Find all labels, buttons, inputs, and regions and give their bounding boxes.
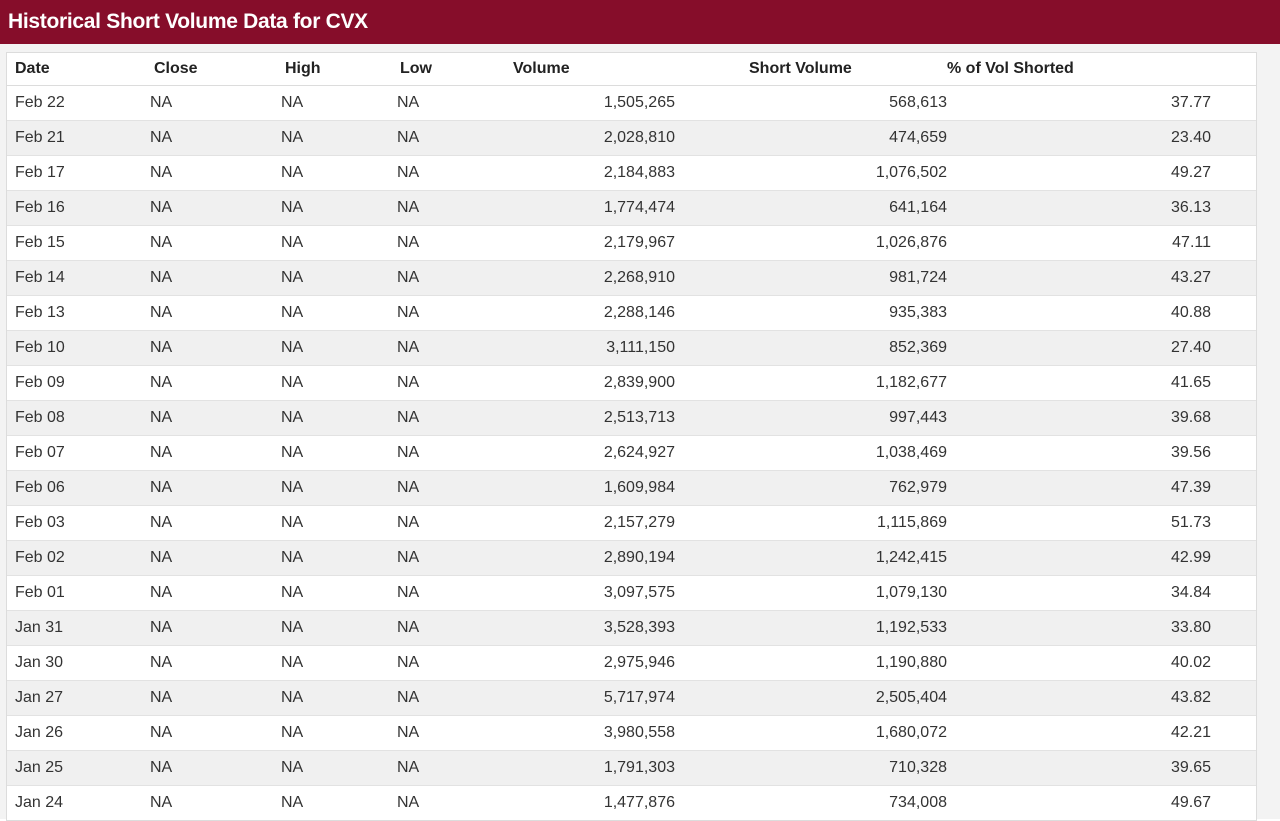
cell-close: NA — [142, 611, 275, 646]
cell-pct-shorted: 49.27 — [947, 156, 1211, 191]
cell-volume: 3,097,575 — [503, 576, 675, 611]
cell-volume: 1,609,984 — [503, 471, 675, 506]
row-spacer — [1211, 226, 1256, 261]
cell-date: Feb 07 — [7, 436, 142, 471]
cell-date: Jan 25 — [7, 751, 142, 786]
table-row — [7, 611, 1256, 646]
header-short-volume[interactable]: Short Volume — [675, 53, 947, 86]
cell-volume: 2,890,194 — [503, 541, 675, 576]
cell-date: Feb 09 — [7, 366, 142, 401]
cell-short-volume: 1,192,533 — [675, 611, 947, 646]
row-spacer — [1211, 156, 1256, 191]
cell-volume: 3,980,558 — [503, 716, 675, 751]
cell-high: NA — [275, 611, 394, 646]
table-row — [7, 646, 1256, 681]
cell-short-volume: 1,038,469 — [675, 436, 947, 471]
short-volume-table — [7, 53, 1256, 820]
table-row — [7, 156, 1256, 191]
row-spacer — [1211, 296, 1256, 331]
cell-short-volume: 1,115,869 — [675, 506, 947, 541]
cell-pct-shorted: 47.11 — [947, 226, 1211, 261]
row-spacer — [1211, 121, 1256, 156]
cell-short-volume: 935,383 — [675, 296, 947, 331]
table-row — [7, 366, 1256, 401]
row-spacer — [1211, 86, 1256, 121]
cell-high: NA — [275, 331, 394, 366]
cell-date: Jan 26 — [7, 716, 142, 751]
header-pct-shorted[interactable]: % of Vol Shorted — [947, 53, 1211, 86]
row-spacer — [1211, 261, 1256, 296]
cell-date: Feb 01 — [7, 576, 142, 611]
cell-pct-shorted: 49.67 — [947, 786, 1211, 821]
cell-close: NA — [142, 541, 275, 576]
cell-volume: 1,774,474 — [503, 191, 675, 226]
table-row — [7, 296, 1256, 331]
cell-pct-shorted: 39.56 — [947, 436, 1211, 471]
cell-low: NA — [394, 646, 503, 681]
cell-volume: 1,505,265 — [503, 86, 675, 121]
cell-pct-shorted: 34.84 — [947, 576, 1211, 611]
cell-short-volume: 762,979 — [675, 471, 947, 506]
cell-volume: 2,975,946 — [503, 646, 675, 681]
cell-pct-shorted: 51.73 — [947, 506, 1211, 541]
cell-close: NA — [142, 296, 275, 331]
cell-pct-shorted: 43.82 — [947, 681, 1211, 716]
cell-high: NA — [275, 261, 394, 296]
cell-close: NA — [142, 366, 275, 401]
cell-pct-shorted: 41.65 — [947, 366, 1211, 401]
row-spacer — [1211, 436, 1256, 471]
cell-high: NA — [275, 576, 394, 611]
cell-pct-shorted: 47.39 — [947, 471, 1211, 506]
cell-pct-shorted: 36.13 — [947, 191, 1211, 226]
cell-pct-shorted: 43.27 — [947, 261, 1211, 296]
cell-date: Jan 30 — [7, 646, 142, 681]
table-row — [7, 786, 1256, 821]
cell-pct-shorted: 42.21 — [947, 716, 1211, 751]
cell-close: NA — [142, 716, 275, 751]
cell-close: NA — [142, 436, 275, 471]
cell-low: NA — [394, 331, 503, 366]
cell-date: Feb 08 — [7, 401, 142, 436]
row-spacer — [1211, 576, 1256, 611]
cell-volume: 2,268,910 — [503, 261, 675, 296]
cell-pct-shorted: 39.68 — [947, 401, 1211, 436]
cell-close: NA — [142, 86, 275, 121]
cell-low: NA — [394, 156, 503, 191]
cell-volume: 5,717,974 — [503, 681, 675, 716]
cell-close: NA — [142, 261, 275, 296]
cell-low: NA — [394, 751, 503, 786]
row-spacer — [1211, 646, 1256, 681]
cell-high: NA — [275, 191, 394, 226]
cell-short-volume: 1,076,502 — [675, 156, 947, 191]
header-volume[interactable]: Volume — [503, 53, 675, 86]
cell-volume: 2,513,713 — [503, 401, 675, 436]
cell-date: Feb 21 — [7, 121, 142, 156]
cell-short-volume: 1,026,876 — [675, 226, 947, 261]
cell-high: NA — [275, 751, 394, 786]
cell-low: NA — [394, 436, 503, 471]
row-spacer — [1211, 401, 1256, 436]
cell-short-volume: 1,079,130 — [675, 576, 947, 611]
cell-close: NA — [142, 226, 275, 261]
cell-low: NA — [394, 576, 503, 611]
table-row — [7, 121, 1256, 156]
cell-volume: 2,184,883 — [503, 156, 675, 191]
cell-volume: 2,179,967 — [503, 226, 675, 261]
table-row — [7, 716, 1256, 751]
cell-high: NA — [275, 646, 394, 681]
table-row — [7, 681, 1256, 716]
cell-close: NA — [142, 786, 275, 821]
cell-high: NA — [275, 541, 394, 576]
cell-low: NA — [394, 611, 503, 646]
table-row — [7, 226, 1256, 261]
cell-short-volume: 852,369 — [675, 331, 947, 366]
row-spacer — [1211, 366, 1256, 401]
cell-low: NA — [394, 506, 503, 541]
table-row — [7, 331, 1256, 366]
cell-close: NA — [142, 191, 275, 226]
table-row — [7, 191, 1256, 226]
cell-pct-shorted: 40.88 — [947, 296, 1211, 331]
cell-date: Feb 14 — [7, 261, 142, 296]
cell-pct-shorted: 40.02 — [947, 646, 1211, 681]
table-row — [7, 751, 1256, 786]
cell-high: NA — [275, 156, 394, 191]
cell-high: NA — [275, 716, 394, 751]
cell-high: NA — [275, 366, 394, 401]
short-volume-table-container — [6, 52, 1257, 821]
cell-volume: 2,157,279 — [503, 506, 675, 541]
cell-date: Jan 24 — [7, 786, 142, 821]
cell-volume: 1,477,876 — [503, 786, 675, 821]
cell-date: Feb 17 — [7, 156, 142, 191]
table-row — [7, 436, 1256, 471]
cell-high: NA — [275, 681, 394, 716]
header-date[interactable]: Date — [7, 53, 142, 86]
cell-short-volume: 1,182,677 — [675, 366, 947, 401]
cell-close: NA — [142, 751, 275, 786]
cell-volume: 2,288,146 — [503, 296, 675, 331]
cell-date: Feb 22 — [7, 86, 142, 121]
cell-date: Jan 27 — [7, 681, 142, 716]
cell-close: NA — [142, 471, 275, 506]
cell-volume: 2,624,927 — [503, 436, 675, 471]
row-spacer — [1211, 611, 1256, 646]
cell-date: Jan 31 — [7, 611, 142, 646]
row-spacer — [1211, 786, 1256, 821]
cell-volume: 3,111,150 — [503, 331, 675, 366]
cell-close: NA — [142, 121, 275, 156]
table-row — [7, 576, 1256, 611]
cell-short-volume: 568,613 — [675, 86, 947, 121]
cell-close: NA — [142, 681, 275, 716]
table-header-row — [7, 53, 1256, 86]
cell-pct-shorted: 23.40 — [947, 121, 1211, 156]
cell-short-volume: 734,008 — [675, 786, 947, 821]
header-spacer — [1211, 53, 1256, 86]
cell-date: Feb 03 — [7, 506, 142, 541]
cell-low: NA — [394, 121, 503, 156]
row-spacer — [1211, 681, 1256, 716]
cell-close: NA — [142, 646, 275, 681]
cell-high: NA — [275, 121, 394, 156]
table-row — [7, 401, 1256, 436]
row-spacer — [1211, 506, 1256, 541]
cell-volume: 1,791,303 — [503, 751, 675, 786]
cell-short-volume: 2,505,404 — [675, 681, 947, 716]
cell-pct-shorted: 37.77 — [947, 86, 1211, 121]
cell-high: NA — [275, 786, 394, 821]
cell-high: NA — [275, 86, 394, 121]
cell-high: NA — [275, 401, 394, 436]
cell-low: NA — [394, 401, 503, 436]
table-row — [7, 506, 1256, 541]
cell-high: NA — [275, 436, 394, 471]
cell-short-volume: 1,242,415 — [675, 541, 947, 576]
table-row — [7, 261, 1256, 296]
header-low[interactable]: Low — [394, 53, 503, 86]
row-spacer — [1211, 331, 1256, 366]
cell-low: NA — [394, 471, 503, 506]
cell-close: NA — [142, 156, 275, 191]
row-spacer — [1211, 751, 1256, 786]
cell-low: NA — [394, 541, 503, 576]
table-row — [7, 541, 1256, 576]
cell-short-volume: 997,443 — [675, 401, 947, 436]
cell-short-volume: 474,659 — [675, 121, 947, 156]
cell-volume: 2,839,900 — [503, 366, 675, 401]
cell-short-volume: 981,724 — [675, 261, 947, 296]
cell-low: NA — [394, 366, 503, 401]
cell-low: NA — [394, 786, 503, 821]
cell-high: NA — [275, 226, 394, 261]
cell-date: Feb 15 — [7, 226, 142, 261]
cell-low: NA — [394, 716, 503, 751]
table-body — [7, 86, 1256, 821]
cell-low: NA — [394, 261, 503, 296]
cell-high: NA — [275, 296, 394, 331]
cell-pct-shorted: 42.99 — [947, 541, 1211, 576]
header-high[interactable]: High — [275, 53, 394, 86]
cell-short-volume: 710,328 — [675, 751, 947, 786]
table-row — [7, 471, 1256, 506]
cell-close: NA — [142, 506, 275, 541]
page-title: Historical Short Volume Data for CVX — [8, 10, 368, 33]
cell-pct-shorted: 27.40 — [947, 331, 1211, 366]
cell-close: NA — [142, 401, 275, 436]
cell-high: NA — [275, 506, 394, 541]
header-close[interactable]: Close — [142, 53, 275, 86]
cell-close: NA — [142, 576, 275, 611]
table-row — [7, 86, 1256, 121]
cell-pct-shorted: 33.80 — [947, 611, 1211, 646]
cell-short-volume: 1,190,880 — [675, 646, 947, 681]
cell-date: Feb 10 — [7, 331, 142, 366]
cell-date: Feb 02 — [7, 541, 142, 576]
row-spacer — [1211, 541, 1256, 576]
table-panel — [0, 44, 1280, 819]
cell-pct-shorted: 39.65 — [947, 751, 1211, 786]
cell-low: NA — [394, 191, 503, 226]
cell-low: NA — [394, 681, 503, 716]
cell-high: NA — [275, 471, 394, 506]
cell-volume: 3,528,393 — [503, 611, 675, 646]
cell-close: NA — [142, 331, 275, 366]
row-spacer — [1211, 716, 1256, 751]
cell-low: NA — [394, 226, 503, 261]
cell-low: NA — [394, 86, 503, 121]
cell-date: Feb 16 — [7, 191, 142, 226]
cell-date: Feb 06 — [7, 471, 142, 506]
page-title-bar — [0, 0, 1280, 44]
cell-low: NA — [394, 296, 503, 331]
cell-short-volume: 1,680,072 — [675, 716, 947, 751]
row-spacer — [1211, 471, 1256, 506]
row-spacer — [1211, 191, 1256, 226]
cell-date: Feb 13 — [7, 296, 142, 331]
cell-volume: 2,028,810 — [503, 121, 675, 156]
cell-short-volume: 641,164 — [675, 191, 947, 226]
